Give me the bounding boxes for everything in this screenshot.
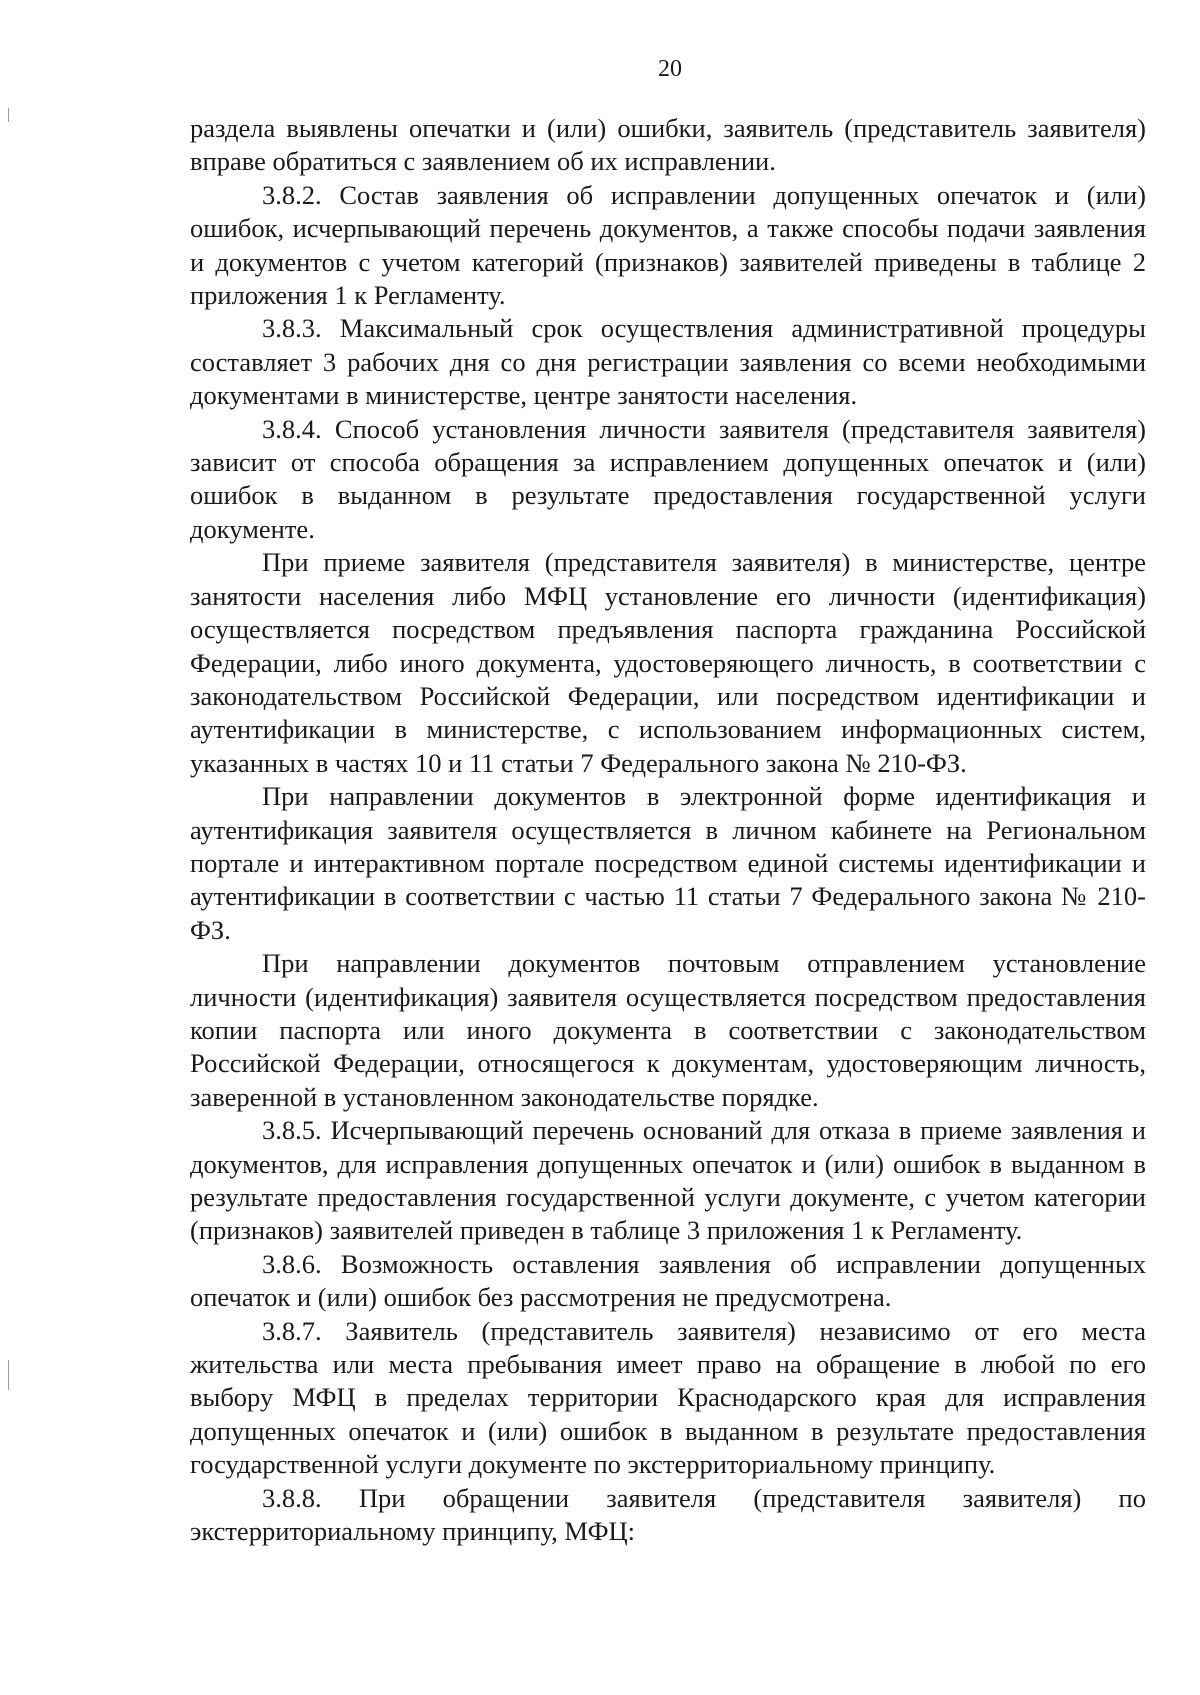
paragraph-electronic-identification: При направлении документов в электронной форме идентификация и аутентификация заявителя осуществляется в личном кабинете на Региональном портале и интерактивном портале посредством единой системы идентификации и аутентификации в соответствии с частью 11 статьи 7 Федерального закона № 210-ФЗ. (190, 781, 1146, 945)
paragraph-3-8-5: 3.8.5. Исчерпывающий перечень оснований для отказа в приеме заявления и документов, для исправления допущенных опечаток и (или) ошибок в выданном в результате предоставления государственной услуги документе, с учетом категории (признаков) заявителей приведен в таблице 3 приложения 1 к Регламенту. (190, 1115, 1146, 1246)
paragraph-continuation: раздела выявлены опечатки и (или) ошибки, заявитель (представитель заявителя) вправе обратиться с заявлением об их исправлении. (190, 113, 1146, 177)
paragraph-postal-identification: При направлении документов почтовым отправлением установление личности (идентификация) заявителя осуществляется посредством предоставления копии паспорта или иного документа в соответствии с законодательством Российской Федерации, относящегося к документам, удостоверяющим личность, заверенной в установленном законодательстве порядке. (190, 948, 1146, 1112)
document-body (190, 112, 1146, 1548)
paragraph-3-8-7: 3.8.7. Заявитель (представитель заявителя) независимо от его места жительства или места пребывания имеет право на обращение в любой по его выбору МФЦ в пределах территории Краснодарского края для исправления допущенных опечаток и (или) ошибок в выданном в результате предоставления государственной услуги документе по экстерриториальному принципу. (190, 1315, 1146, 1480)
paragraph-3-8-2: 3.8.2. Состав заявления об исправлении допущенных опечаток и (или) ошибок, исчерпывающий перечень документов, а также способы подачи заявления и документов с учетом категорий (признаков) заявителей приведены в таблице 2 приложения 1 к Регламенту. (190, 179, 1146, 311)
paragraph-3-8-6: 3.8.6. Возможность оставления заявления об исправлении допущенных опечаток и (или) ошибок без рассмотрения не предусмотрена. (190, 1248, 1146, 1313)
page-number: 20 (658, 56, 682, 82)
paragraph-in-person-identification: При приеме заявителя (представителя заявителя) в министерстве, центре занятости населения либо МФЦ установление его личности (идентификация) осуществляется посредством предъявления паспорта гражданина Российской Федерации, либо иного документа, удостоверяющего личность, в соответствии с законодательством Российской Федерации, или посредством идентификации и аутентификации в министерстве, с использованием информационных систем, указанных в частях 10 и 11 статьи 7 Федерального закона № 210-ФЗ. (190, 547, 1146, 778)
paragraph-3-8-8: 3.8.8. При обращении заявителя (представителя заявителя) по экстерриториальному принципу, МФЦ: (190, 1482, 1146, 1547)
paragraph-3-8-3: 3.8.3. Максимальный срок осуществления административной процедуры составляет 3 рабочих дня со дня регистрации заявления со всеми необходимыми документами в министерстве, центре занятости населения. (190, 313, 1146, 411)
scan-edge-mark (8, 1360, 9, 1390)
scan-edge-mark (8, 108, 9, 122)
paragraph-3-8-4: 3.8.4. Способ установления личности заявителя (представителя заявителя) зависит от способа обращения за исправлением допущенных опечаток и (или) ошибок в выданном в результате предоставления государственной услуги документе. (190, 413, 1146, 544)
